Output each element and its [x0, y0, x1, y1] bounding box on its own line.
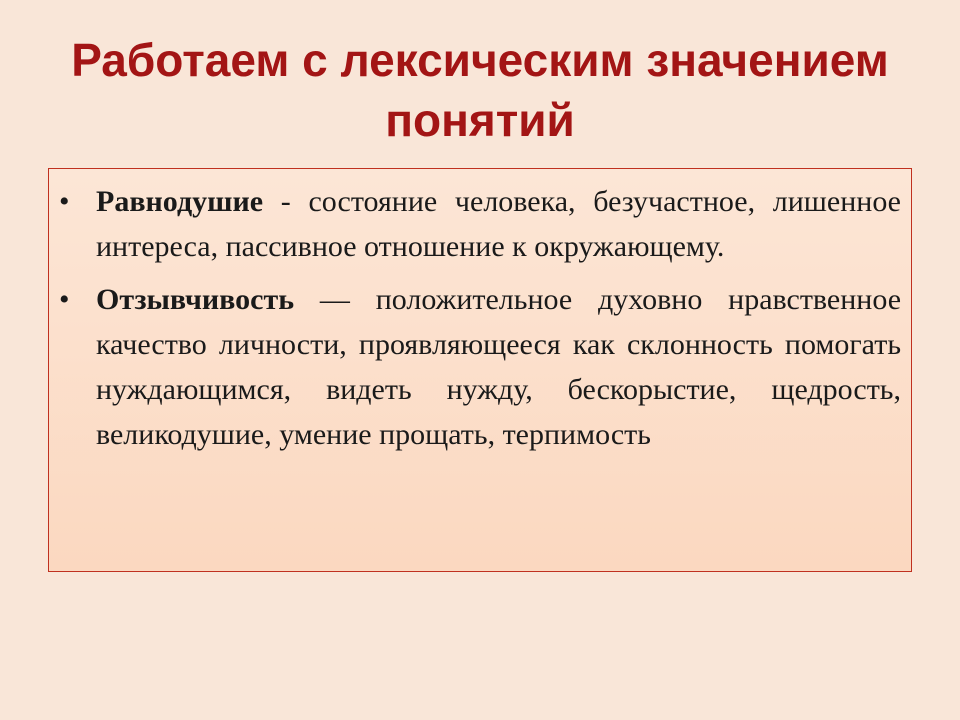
definition-text: положительное духовно нравственное качество личности, проявляющееся как склонность помогать нуждающимся, видеть нужду, бескорыстие, щедрость, великодушие, умение прощать, терпимость	[96, 283, 902, 451]
bullet-icon: •	[59, 185, 70, 218]
definitions-list	[49, 179, 911, 457]
definition-separator: —	[319, 283, 350, 316]
bullet-icon: •	[59, 283, 70, 316]
definition-term: Отзывчивость	[96, 283, 295, 316]
definition-text: состояние человека, безучастное, лишенное интереса, пассивное отношение к окружающему.	[96, 185, 901, 263]
definition-item-indifference	[49, 179, 911, 269]
definition-separator: -	[280, 185, 291, 218]
slide-title	[0, 30, 960, 150]
definition-term: Равнодушие	[96, 185, 264, 218]
slide-title-line-1: Работаем с лексическим значением	[71, 34, 889, 86]
definitions-box	[48, 168, 912, 572]
slide-title-line-2: понятий	[385, 94, 575, 146]
definition-item-responsiveness	[49, 277, 911, 457]
